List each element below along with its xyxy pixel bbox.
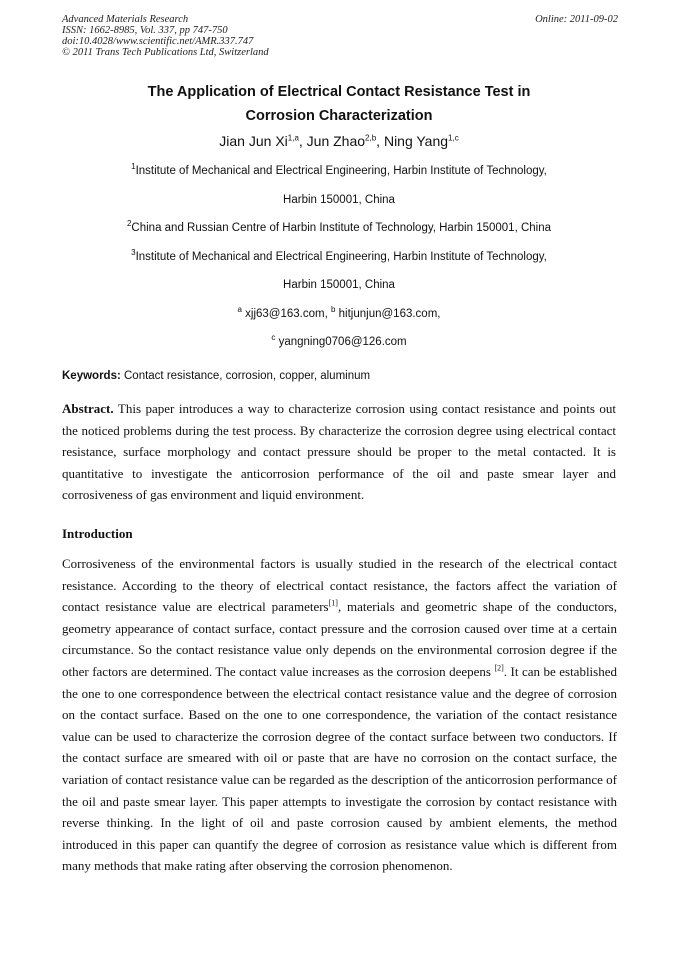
author-affiliation-marker: 2,b — [365, 133, 377, 143]
email-c[interactable]: yangning0706@126.com — [278, 336, 407, 348]
email-line-1 — [62, 304, 616, 333]
copyright-line: © 2011 Trans Tech Publications Ltd, Switzerland — [62, 47, 269, 58]
email-marker: c — [271, 333, 276, 343]
journal-name: Advanced Materials Research — [62, 14, 189, 25]
affiliation-text: Institute of Mechanical and Electrical Engineering, Harbin Institute of Technology, — [135, 250, 547, 263]
author-name: Ning Yang — [383, 133, 449, 149]
title-line-1: The Application of Electrical Contact Resistance Test in — [147, 84, 531, 100]
affiliation-3-line-2: Harbin 150001, China — [283, 279, 395, 291]
affiliation-marker: 1 — [131, 162, 136, 172]
citation-ref-1[interactable]: [1] — [328, 598, 338, 608]
introduction-body — [62, 553, 617, 877]
affiliations — [62, 161, 616, 361]
email-a[interactable]: xjj63@163.com, — [245, 307, 328, 320]
affiliation-text: China and Russian Centre of Harbin Institute of Technology, Harbin 150001, China — [131, 222, 552, 234]
intro-text: , materials and geometric shape of the conductors, geometry appearance of contact surface, contact pressure and the corrosion caused over time at a certain circumstance. So the contact resistance value only depends on the environmental corrosion degree if the other factors are determined. The contact value increases as the corrosion deepens — [62, 599, 617, 679]
citation-ref-2[interactable]: [2] — [494, 663, 504, 673]
keywords-text: Contact resistance, corrosion, copper, aluminum — [124, 370, 371, 382]
author-name: Jian Jun Xi — [219, 133, 288, 149]
author-affiliation-marker: 1,a — [287, 133, 299, 143]
doi-line[interactable]: doi:10.4028/www.scientific.net/AMR.337.747 — [62, 36, 254, 47]
keywords-label: Keywords: — [62, 370, 121, 382]
intro-text: . It can be established the one to one correspondence between the electrical contact resistance value and the degree of corrosion on the contact surface. Based on the one to one correspondence, the variation of the contact resistance value can be used to characterize the corrosion degree of the contact surface between two conductors. If the contact surface are smeared with oil or paste that are have no corrosion on the contact surface, the variation of contact resistance value can be regarded as the description of the anticorrosion performance of the oil and paste smear layer. This paper attempts to investigate the corrosion by contact resistance with reverse thinking. In the light of oil and paste corrosion caused by ambient elements, the method introduced in this paper can quantify the degree of corrosion as resistance value which is different from many methods that make rating after observing the corrosion phenomenon. — [62, 663, 617, 874]
keywords — [62, 370, 618, 382]
section-heading-introduction: Introduction — [62, 526, 133, 541]
email-b[interactable]: hitjunjun@163.com, — [338, 307, 441, 320]
email-marker: a — [237, 304, 242, 314]
email-marker: b — [331, 304, 336, 314]
abstract-text: This paper introduces a way to characterize corrosion using contact resistance and points out the noticed problems during the test process. By characterize the corrosion degree using electrical contact resistance, surface morphology and contact pressure should be proper to the metal contacted. It is quantitative to investigate the anticorrosion performance of the oil and paste smear layer and corrosiveness of gas environment and liquid environment. — [62, 401, 616, 503]
affiliation-1-line-1 — [62, 161, 616, 190]
affiliation-1-line-2: Harbin 150001, China — [283, 193, 395, 206]
title-line-2: Corrosion Characterization — [245, 108, 433, 124]
affiliation-marker: 3 — [131, 247, 136, 257]
paper-title — [62, 80, 616, 128]
email-line-2 — [62, 332, 616, 361]
abstract-label: Abstract. — [62, 401, 114, 416]
affiliation-2 — [62, 218, 616, 247]
affiliation-3-line-1 — [62, 247, 616, 276]
author-list: Jian Jun Xi$^{1,a}$, Jun Zhao$^{2,b}$, Ning Yang$^{1,c}$ — [219, 133, 459, 149]
online-date: Online: 2011-09-02 — [535, 14, 618, 25]
affiliation-marker: 2 — [126, 219, 132, 229]
affiliation-text: Institute of Mechanical and Electrical Engineering, Harbin Institute of Technology, — [135, 165, 547, 177]
author-affiliation-marker: 1,c — [448, 133, 459, 143]
publication-header — [62, 14, 618, 58]
author-name: Jun Zhao — [306, 133, 366, 149]
abstract — [62, 398, 616, 506]
intro-text: Corrosiveness of the environmental factors is usually studied in the research of the electrical contact resistance. According to the theory of electrical contact resistance, the factors affect the variation of contact resistance value are electrical parameters — [62, 556, 617, 615]
issn-line: ISSN: 1662-8985, Vol. 337, pp 747-750 — [62, 25, 228, 36]
